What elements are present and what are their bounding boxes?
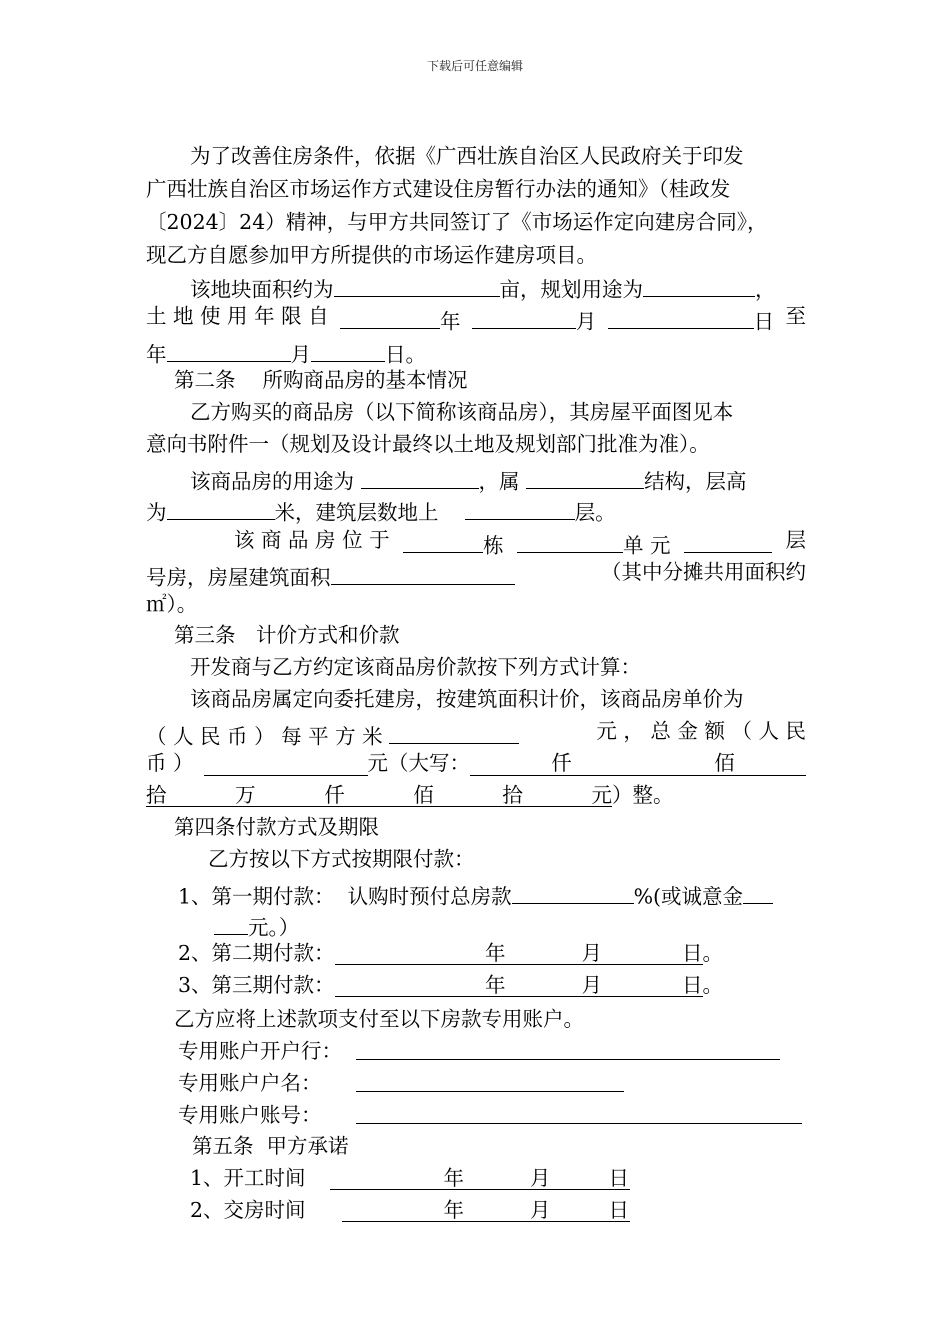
unit-price-label: （ 人 民 币 ） 每 平 方 米 xyxy=(146,724,383,749)
article-2-title: 第二条 所购商品房的基本情况 xyxy=(174,368,468,392)
art3-p2: 该商品房属定向委托建房，按建筑面积计价，该商品房单价为 xyxy=(190,687,744,711)
deposit-blank-a[interactable] xyxy=(743,881,773,904)
land-area-line xyxy=(190,274,776,300)
location-label: 该 商 品 房 位 于 xyxy=(234,528,390,552)
land-use-blank[interactable] xyxy=(643,274,755,297)
art3-p1: 开发商与乙方约定该商品房价款按下列方式计算： xyxy=(190,655,641,679)
month-label: 月 xyxy=(575,309,597,334)
term-end-year-blank[interactable] xyxy=(167,339,291,362)
period: 。 xyxy=(702,941,724,965)
location-line xyxy=(234,530,806,556)
unit-price-blank[interactable] xyxy=(389,721,519,744)
year-label: 年 xyxy=(443,1198,465,1222)
payment-2-label: 2、第二期付款： xyxy=(178,941,335,965)
article-3-title: 第三条 计价方式和价款 xyxy=(174,623,400,647)
deposit-end-label: 元。） xyxy=(248,915,300,940)
building-blank[interactable] xyxy=(403,530,483,553)
day-label: 日 xyxy=(682,973,703,997)
floor-end-label: 层。 xyxy=(574,500,616,525)
day-label: 日 xyxy=(682,941,703,965)
article-5-title: 第五条 甲方承诺 xyxy=(192,1134,349,1158)
term-end-month-blank[interactable] xyxy=(311,339,385,362)
header-note: 下载后可任意编辑 xyxy=(426,59,523,73)
percent-label: %(或诚意金 xyxy=(633,884,744,909)
area-line xyxy=(146,562,806,588)
total-amount-line xyxy=(146,753,806,776)
account-no-blank[interactable] xyxy=(356,1123,802,1124)
day-label: 日 xyxy=(608,1166,630,1190)
payment-1-label: 1、第一期付款： 认购时预付总房款 xyxy=(178,884,512,909)
shared-area-label: （其中分摊共用面积约 xyxy=(601,560,806,584)
day-label: 日 xyxy=(753,309,775,334)
term-start-month-blank[interactable] xyxy=(472,306,576,329)
unit-label: 单 元 xyxy=(623,533,671,558)
month-label: 月 xyxy=(581,973,603,997)
bank-label: 专用账户开户行： xyxy=(178,1039,342,1063)
floor-label: 层 xyxy=(785,528,806,552)
payment-3-label: 3、第三期付款： xyxy=(178,973,335,997)
payment-1-percent-blank[interactable] xyxy=(512,881,634,904)
account-name-label: 专用账户户名： xyxy=(178,1071,322,1095)
art2-p1-line-1: 乙方购买的商品房（以下简称该商品房），其房屋平面图见本 xyxy=(190,400,734,424)
zheng-label: ）整。 xyxy=(612,783,674,807)
term-start-year-blank[interactable] xyxy=(340,306,440,329)
land-use-label: 亩，规划用途为 xyxy=(499,277,643,302)
account-no-label: 专用账户账号： xyxy=(178,1103,322,1127)
intro-line-1: 为了改善住房条件，依据《广西壮族自治区人民政府关于印发 xyxy=(190,144,744,168)
total-amount-label: 元 ， 总 金 额 （ 人 民 xyxy=(596,719,806,743)
delivery-time-label: 2、交房时间 xyxy=(190,1198,306,1222)
structure-label: 结构，层高 xyxy=(644,469,747,494)
shi-label: 拾 xyxy=(502,783,523,807)
to-label: 至 xyxy=(785,304,806,328)
land-term-line xyxy=(146,306,806,332)
year-label: 年 xyxy=(485,941,506,965)
bai-label: 佰 xyxy=(714,751,735,775)
shi-label: 拾 xyxy=(146,783,167,807)
day-end-label: 日。 xyxy=(385,342,426,367)
land-term-end-line xyxy=(146,339,426,365)
house-use-blank[interactable] xyxy=(361,466,479,489)
payment-1-line-2 xyxy=(214,912,299,938)
wan-label: 万 xyxy=(235,783,256,807)
total-amount-blank[interactable] xyxy=(204,753,368,776)
year-label: 年 xyxy=(146,342,167,367)
month-label: 月 xyxy=(581,941,603,965)
daxie-blank-2[interactable] xyxy=(146,785,612,807)
deposit-blank-b[interactable] xyxy=(214,912,248,935)
account-name-blank[interactable] xyxy=(356,1091,624,1092)
land-term-label: 土 地 使 用 年 限 自 xyxy=(146,304,329,328)
currency-label: 币 ） xyxy=(146,751,194,775)
payment-3-date-blank[interactable] xyxy=(335,975,703,997)
delivery-time-blank[interactable] xyxy=(342,1200,630,1222)
daxie-label: 元（大写： xyxy=(367,751,471,775)
sqm-label: ㎡）。 xyxy=(146,592,198,616)
daxie-line-2 xyxy=(146,785,674,807)
art4-intro: 乙方按以下方式按期限付款： xyxy=(208,847,475,871)
art2-p1-line-2: 意向书附件一（规划及设计最终以土地及规划部门批准为准）。 xyxy=(146,432,710,456)
building-label: 栋 xyxy=(483,533,504,558)
intro-line-2: 广西壮族自治区市场运作方式建设住房暂行办法的通知》（桂政发 xyxy=(146,177,731,201)
comma: ， xyxy=(755,277,776,302)
yuan-label: 元 xyxy=(591,783,612,807)
height-blank[interactable] xyxy=(167,497,275,520)
structure-blank[interactable] xyxy=(526,466,644,489)
pay-to-account-note: 乙方应将上述款项支付至以下房款专用账户。 xyxy=(174,1007,584,1031)
floor-area-blank[interactable] xyxy=(331,562,515,585)
month-label: 月 xyxy=(530,1198,551,1222)
term-start-day-blank[interactable] xyxy=(608,306,754,329)
delivery-time-line xyxy=(190,1200,630,1222)
land-area-label: 该地块面积约为 xyxy=(190,277,334,302)
start-time-blank[interactable] xyxy=(330,1168,630,1190)
intro-line-4: 现乙方自愿参加甲方所提供的市场运作建房项目。 xyxy=(146,243,597,267)
year-label: 年 xyxy=(443,1166,465,1190)
month-label: 月 xyxy=(530,1166,551,1190)
period: 。 xyxy=(702,973,724,997)
qian-label: 仟 xyxy=(551,751,572,775)
daxie-blank-1[interactable] xyxy=(470,753,806,776)
wei-label: 为 xyxy=(146,500,167,525)
year-label: 年 xyxy=(439,309,461,334)
house-use-line xyxy=(190,466,747,492)
month-label: 月 xyxy=(290,342,311,367)
year-label: 年 xyxy=(485,973,506,997)
intro-line-3: 〔2024〕24）精神，与甲方共同签订了《市场运作定向建房合同》， xyxy=(146,210,768,234)
floors-blank[interactable] xyxy=(465,497,575,520)
belong-label: ，属 xyxy=(478,469,520,494)
qian-label: 仟 xyxy=(324,783,345,807)
payment-2-date-blank[interactable] xyxy=(335,943,703,965)
room-area-label: 号房，房屋建筑面积 xyxy=(146,565,331,590)
payment-1-line xyxy=(178,881,773,907)
bank-blank[interactable] xyxy=(356,1059,780,1060)
payment-2-line xyxy=(178,943,723,965)
floor-blank[interactable] xyxy=(684,530,772,553)
land-area-blank[interactable] xyxy=(334,274,500,297)
article-4-title: 第四条付款方式及期限 xyxy=(174,815,379,839)
house-use-label: 该商品房的用途为 xyxy=(190,469,354,494)
unit-price-line xyxy=(146,721,806,747)
start-time-label: 1、开工时间 xyxy=(190,1166,306,1190)
height-line xyxy=(146,497,616,523)
start-time-line xyxy=(190,1168,630,1190)
unit-blank[interactable] xyxy=(517,530,623,553)
meter-label: 米，建筑层数地上 xyxy=(274,500,439,525)
bai-label: 佰 xyxy=(413,783,434,807)
day-label: 日 xyxy=(608,1198,630,1222)
payment-3-line xyxy=(178,975,723,997)
